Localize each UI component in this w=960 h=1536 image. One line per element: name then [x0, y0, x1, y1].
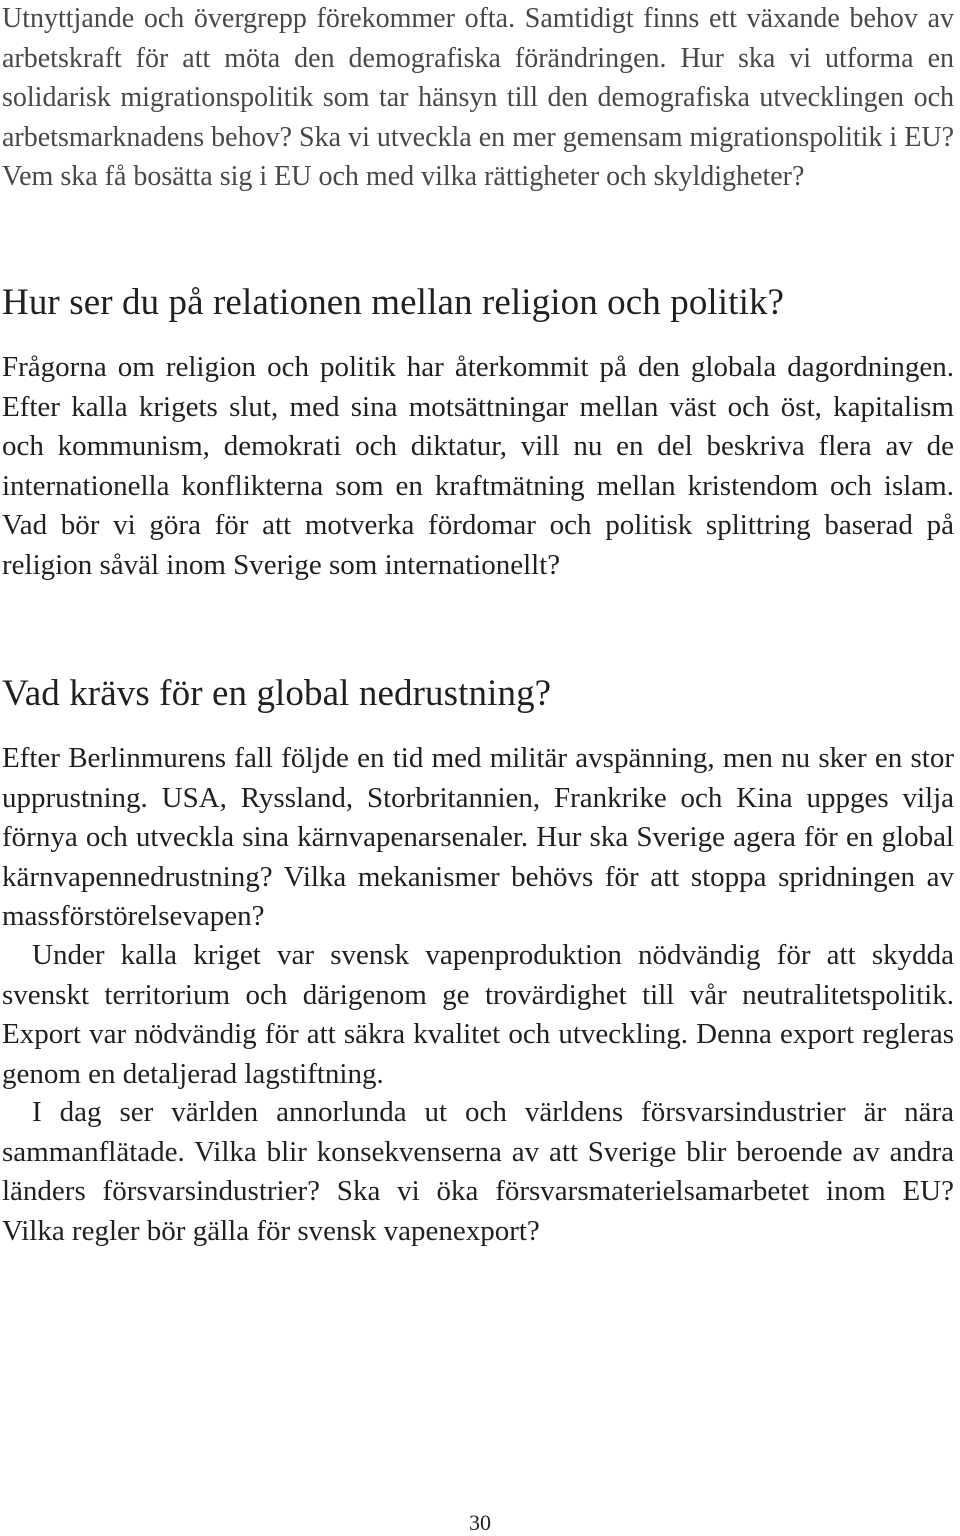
section-paragraph: I dag ser världen annorlunda ut och världens försvarsindustrier är nära sammanflätade. Vilka blir konsekvenserna av att Sverige blir beroende av andra länders försvarsindustrier? Ska vi öka försvarsmaterielsamarbetet inom EU? Vilka regler bör gälla för svensk vapenexport?: [2, 1096, 954, 1247]
section-heading-religion-politics: Hur ser du på relationen mellan religion och politik?: [2, 282, 785, 323]
page-number: 30: [469, 1510, 491, 1535]
section-paragraph: Efter Berlinmurens fall följde en tid med militär avspänning, men nu sker en stor upprustning. USA, Ryssland, Storbritannien, Frankrike och Kina uppges vilja förnya och utveckla sina kärnvapenarsenaler. Hur ska Sverige agera för en global kärnvapennedrustning? Vilka mekanismer behövs för att stoppa spridningen av massförstörelsevapen?: [2, 742, 954, 932]
section-heading-disarmament: Vad krävs för en global nedrustning?: [2, 673, 552, 714]
intro-paragraph: Utnyttjande och övergrepp förekommer ofta. Samtidigt finns ett växande behov av arbetskraft för att möta den demografiska förändringen. Hur ska vi utforma en solidarisk migrationspolitik som tar hänsyn till den demografiska utvecklingen och arbetsmarknadens behov? Ska vi utveckla en mer gemensam migrationspolitik i EU? Vem ska få bosätta sig i EU och med vilka rättigheter och skyldigheter?: [2, 3, 954, 192]
section-paragraph: Under kalla kriget var svensk vapenproduktion nödvändig för att skydda svenskt territorium och därigenom ge trovärdighet till vår neutralitetspolitik. Export var nödvändig för att säkra kvalitet och utveckling. Denna export regleras genom en detaljerad lagstiftning.: [2, 939, 954, 1090]
section-paragraph: Frågorna om religion och politik har återkommit på den globala dagordningen. Efter kalla krigets slut, med sina motsättningar mellan väst och öst, kapitalism och kommunism, demokrati och diktatur, vill nu en del beskriva flera av de internationella konflikterna som en kraftmätning mellan kristendom och islam. Vad bör vi göra för att motverka fördomar och politisk splittring baserad på religion såväl inom Sverige som internationellt?: [2, 351, 954, 581]
